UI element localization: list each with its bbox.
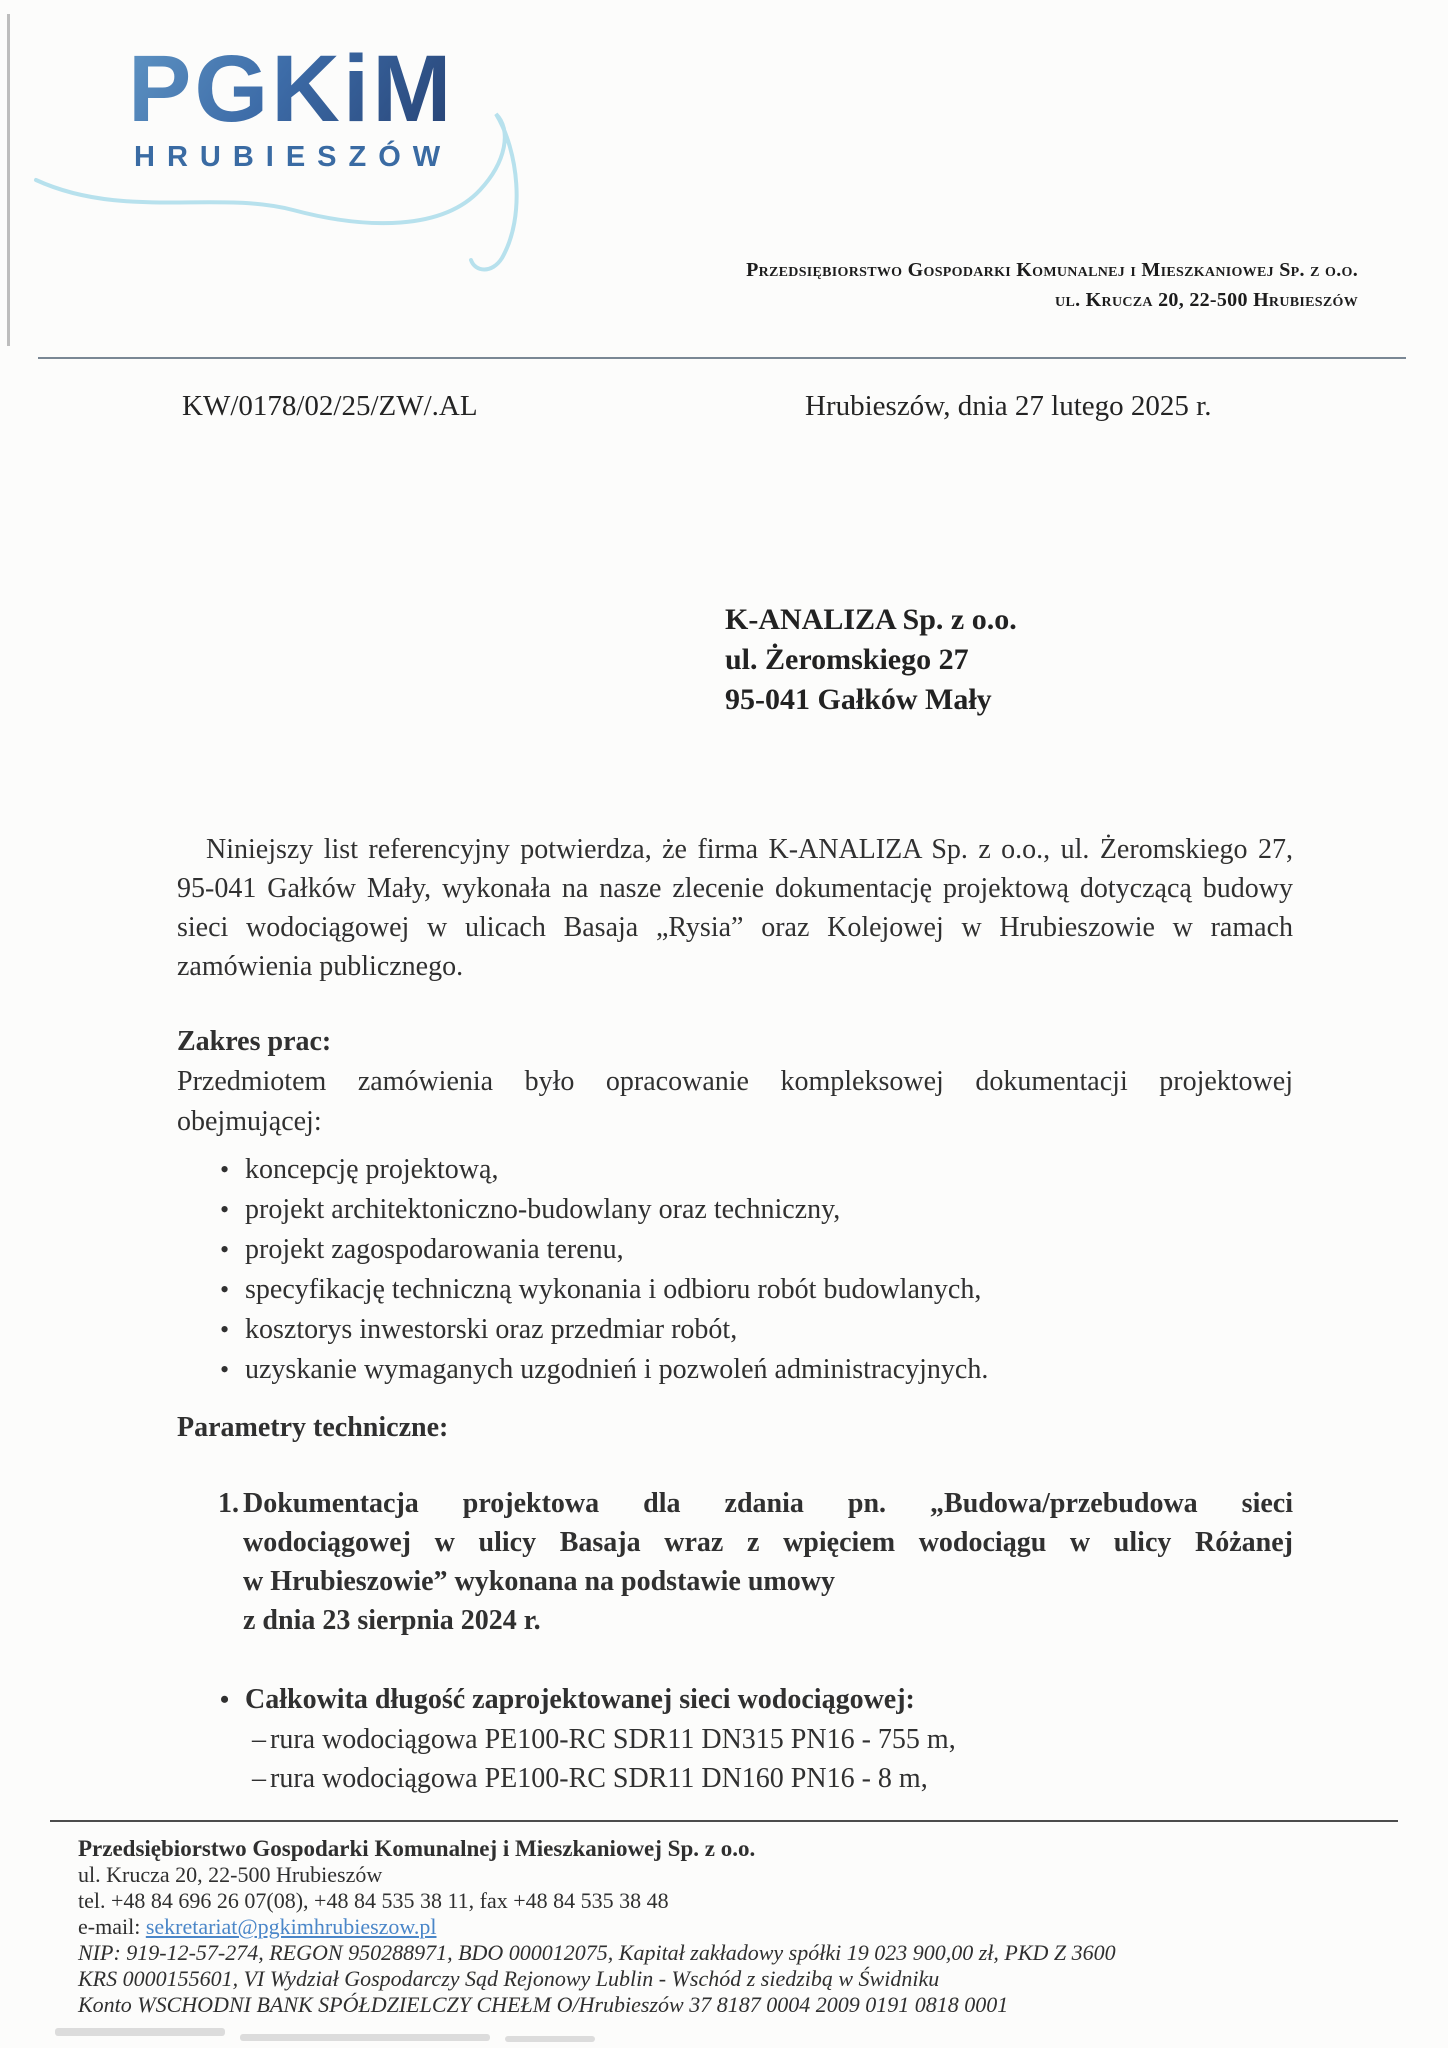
footer-email-line [78,1914,1398,1940]
recipient-city: 95-041 Gałków Mały [725,683,992,716]
list-item: • kosztorys inwestorski oraz przedmiar robót, [177,1310,1293,1350]
parameters-heading: Parametry techniczne: [177,1412,449,1443]
logo-acronym-text: PGKiM [128,36,455,142]
recipient-street: ul. Żeromskiego 27 [725,643,969,676]
letterhead [480,255,1358,315]
scope-intro: Przedmiotem zamówienia było opracowanie kompleksowej dokumentacji projektowej obejmującej: [177,1066,1293,1137]
item-line: wodociągowej w ulicy Basaja wraz z wpięciem wodociągu w ulicy Różanej [243,1527,1293,1558]
footer-phone: tel. +48 84 696 26 07(08), +48 84 535 38 11, fax +48 84 535 38 48 [78,1888,669,1913]
pipe-list [177,1720,1293,1798]
footer-court: KRS 0000155601, VI Wydział Gospodarczy Sąd Rejonowy Lublin - Wschód z siedzibą w Świdniku [78,1966,940,1991]
header-divider [38,357,1406,359]
list-item: • uzyskanie wymaganych uzgodnień i pozwoleń administracyjnych. [177,1350,1293,1390]
scan-artifact [55,2028,225,2036]
footer-company-name: Przedsiębiorstwo Gospodarki Komunalnej i Mieszkaniowej Sp. z o.o. [78,1836,756,1861]
letterhead-company-address: ul. Krucza 20, 22-500 Hrubieszów [1055,289,1358,311]
list-item: – rura wodociągowa PE100-RC SDR11 DN160 PN16 - 8 m, [177,1759,1293,1798]
item-line: w Hrubieszowie” wykonana na podstawie umowy [243,1566,835,1597]
date-line: Hrubieszów, dnia 27 lutego 2025 r. [805,390,1212,422]
recipient-block [725,600,1017,720]
logo-swoosh-icon [28,108,548,288]
letter-body [177,830,1293,1798]
list-item: – rura wodociągowa PE100-RC SDR11 DN315 PN16 - 755 m, [177,1720,1293,1759]
scan-artifact [505,2036,595,2042]
list-item: • projekt architektoniczno-budowlany oraz techniczny, [177,1190,1293,1230]
item-line: Dokumentacja projektowa dla zdania pn. „Budowa/przebudowa sieci [243,1488,1293,1519]
footer-address: ul. Krucza 20, 22-500 Hrubieszów [78,1862,383,1887]
list-item: • koncepcję projektową, [177,1150,1293,1190]
footer-registration: NIP: 919-12-57-274, REGON 950288971, BDO 000012075, Kapitał zakładowy spółki 19 023 900,00 zł, PKD Z 3600 [78,1940,1116,1965]
numbered-item-1 [177,1484,1293,1640]
scope-heading: Zakres prac: [177,1026,332,1057]
footer-bank: Konto WSCHODNI BANK SPÓŁDZIELCZY CHEŁM O/Hrubieszów 37 8187 0004 2009 0191 0818 0001 [78,1992,1009,2017]
logo-city-text: HRUBIESZÓW [134,141,453,173]
intro-paragraph: Niniejszy list referencyjny potwierdza, że firma K-ANALIZA Sp. z o.o., ul. Żeromskiego 27, 95-041 Gałków Mały, wykonała na nasze zlecenie dokumentację projektową dotyczącą budowy sieci wodociągowej w ulicach Basaja „Rysia” oraz Kolejowej w Hrubieszowie w ramach zamówienia publicznego. [177,834,1293,982]
footer-divider [50,1820,1398,1822]
recipient-name: K-ANALIZA Sp. z o.o. [725,603,1017,636]
item-line: z dnia 23 sierpnia 2024 r. [243,1605,541,1636]
list-item: • projekt zagospodarowania terenu, [177,1230,1293,1270]
scan-artifact-left-line [7,14,10,346]
list-item: • specyfikację techniczną wykonania i odbioru robót budowlanych, [177,1270,1293,1310]
footer-email-label: e-mail: [78,1914,146,1939]
item-number: 1. [218,1488,239,1519]
letterhead-company-name: Przedsiębiorstwo Gospodarki Komunalnej i Mieszkaniowej Sp. z o.o. [746,259,1358,281]
scan-artifact [240,2034,490,2041]
reference-number: KW/0178/02/25/ZW/.AL [182,390,478,422]
footer-email-link[interactable]: sekretariat@pgkimhrubieszow.pl [145,1914,437,1939]
total-length-bullet: • Całkowita długość zaprojektowanej sieci wodociągowej: [177,1680,1293,1720]
scope-bullet-list [177,1150,1293,1390]
letter-footer [78,1836,1398,2018]
